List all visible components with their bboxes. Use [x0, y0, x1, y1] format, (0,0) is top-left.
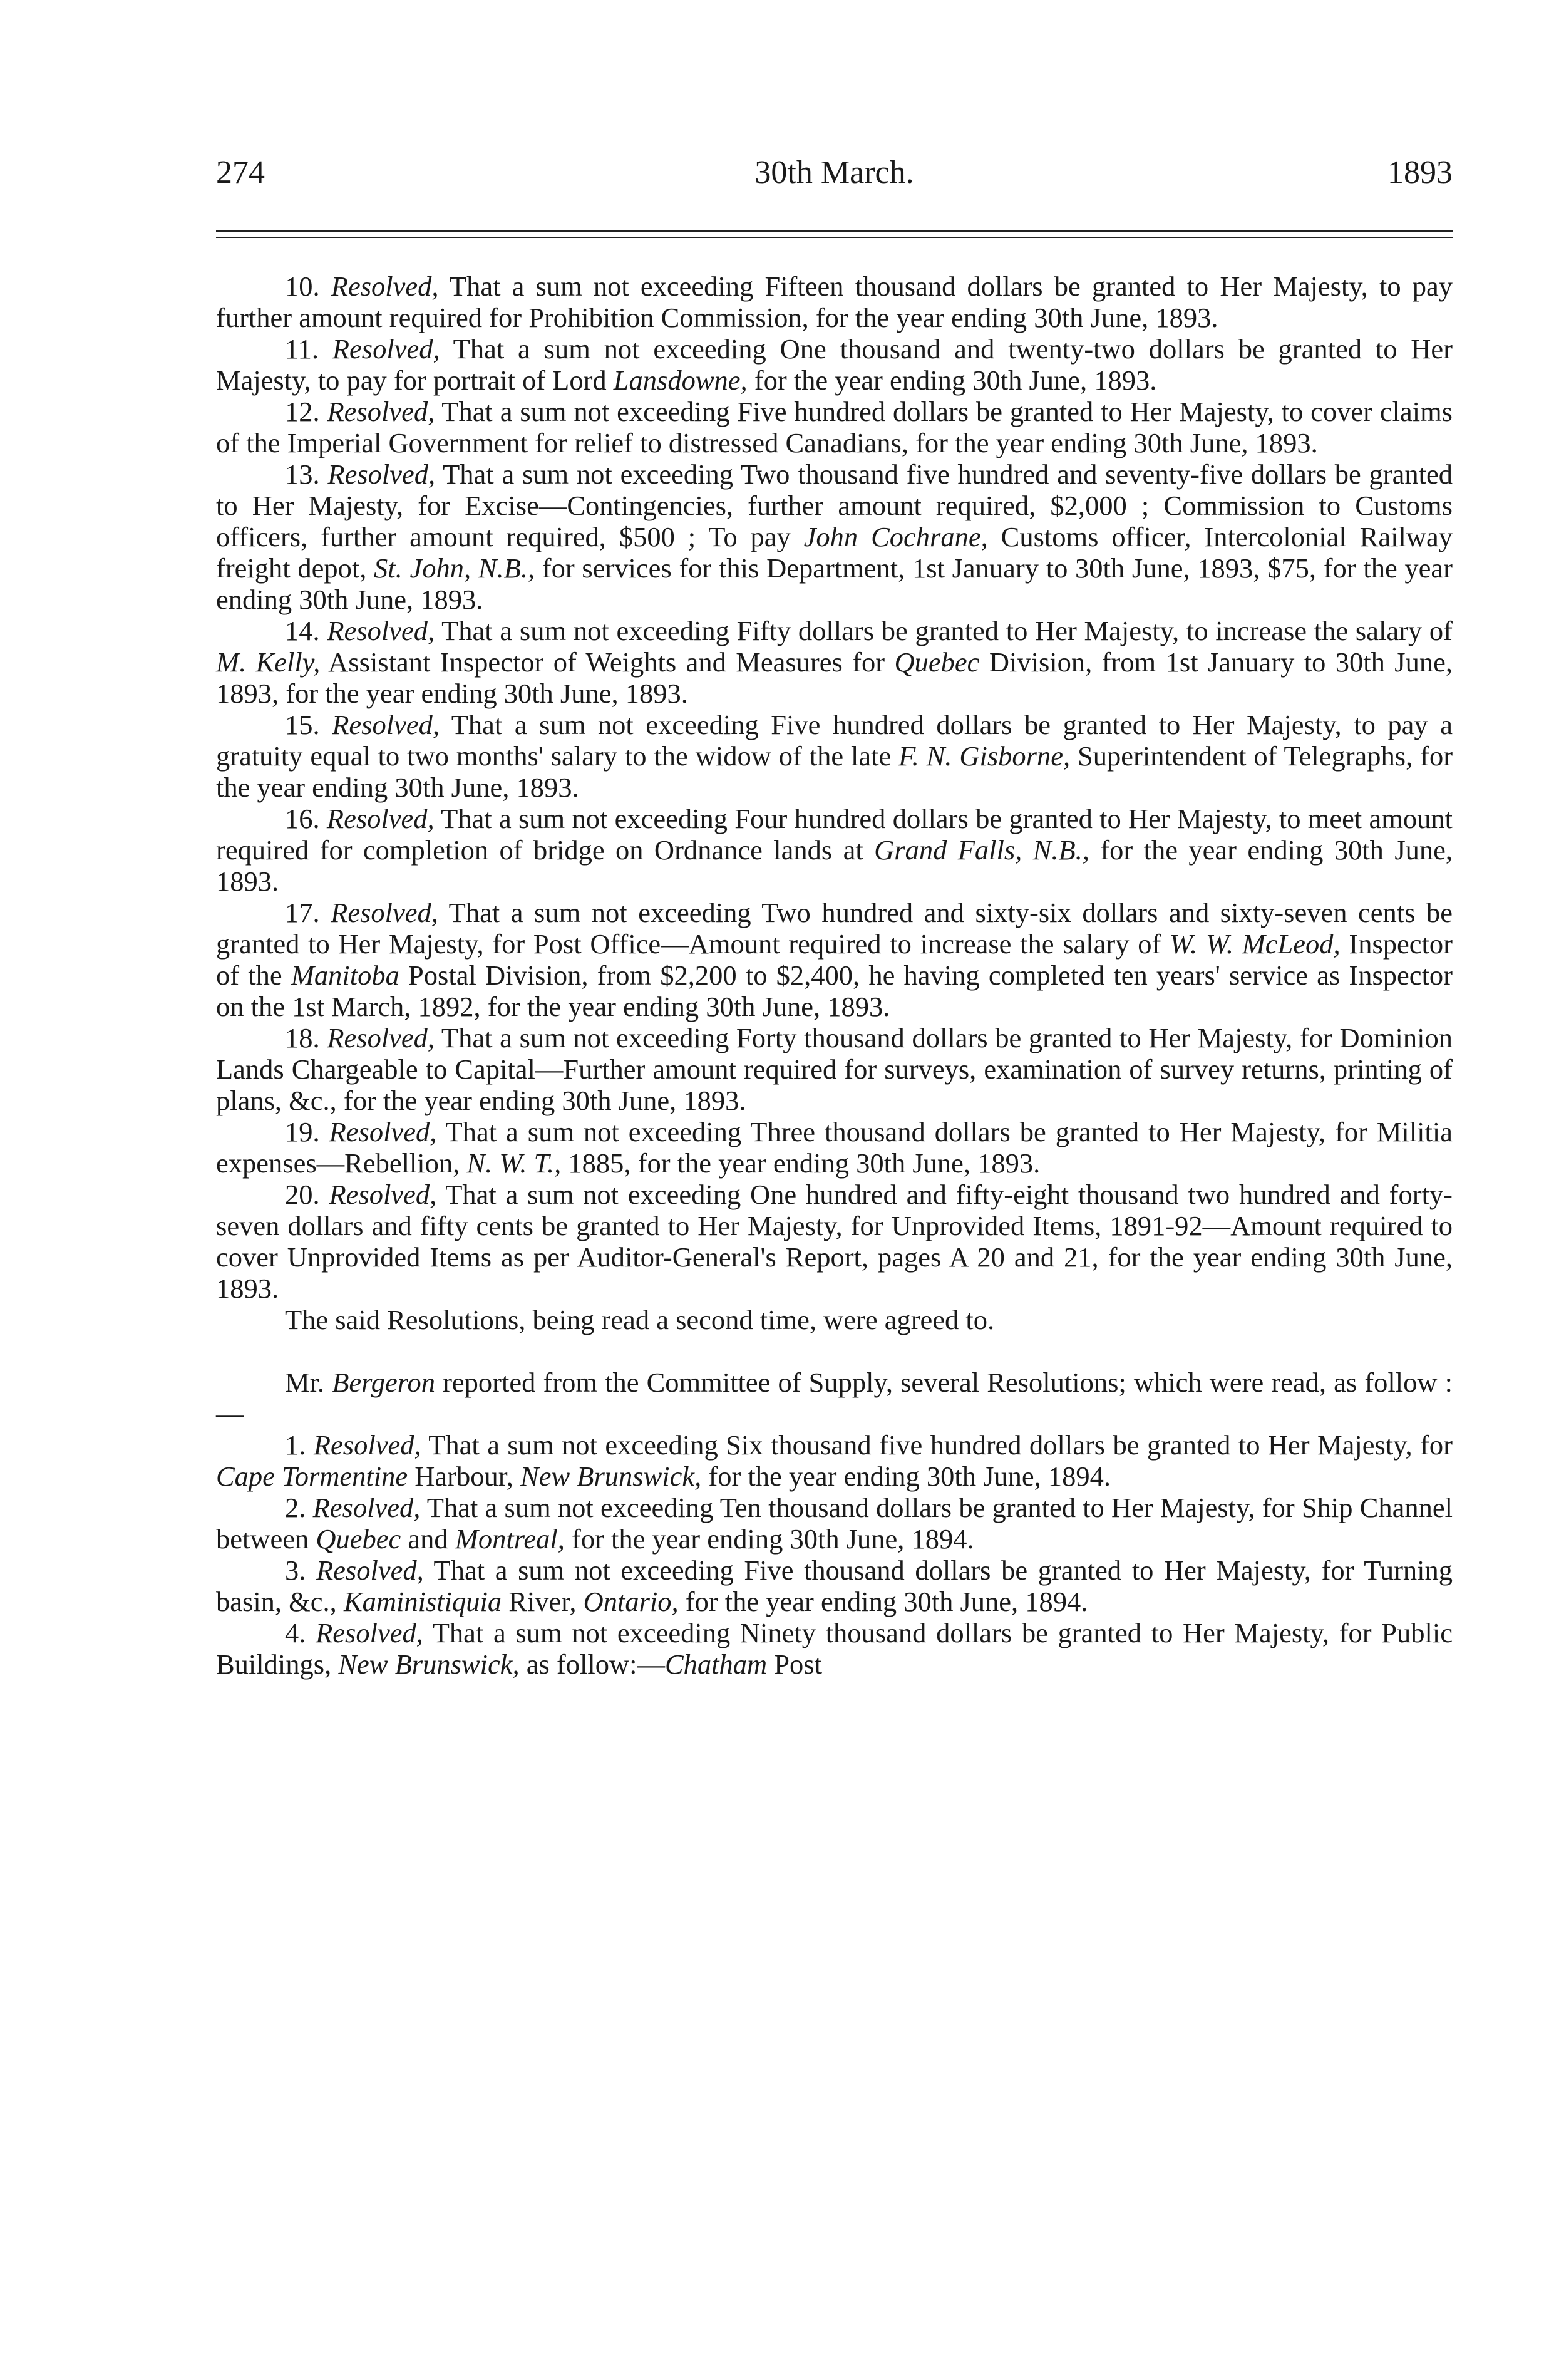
- resolution-text: for the year ending 30th June, 1893.: [747, 365, 1157, 396]
- italic-name: Lansdowne,: [613, 365, 748, 396]
- resolution-number: 20.: [285, 1179, 320, 1210]
- italic-place: Manitoba: [291, 960, 399, 991]
- resolved-label: Resolved,: [327, 1022, 435, 1053]
- resolution-10: [216, 271, 1453, 333]
- resolution-text: for the year ending 30th June, 1894.: [678, 1586, 1088, 1617]
- resolution-text: for the year ending 30th June, 1893.: [216, 834, 1453, 897]
- resolution-number: 3.: [285, 1555, 306, 1586]
- resolved-label: Resolved,: [331, 271, 439, 302]
- italic-place: Ontario,: [583, 1586, 679, 1617]
- resolution-text: Post: [767, 1648, 822, 1680]
- resolution-text: That a sum not exceeding Five hundred dollars be granted to Her Majesty, to pay a gratuity equal to two months' salary to the widow of the late: [216, 709, 1453, 772]
- resolution-19: [216, 1116, 1453, 1179]
- resolution-1: [216, 1429, 1453, 1492]
- report-text: Mr.: [285, 1367, 332, 1398]
- header-rule-bottom: [216, 237, 1453, 238]
- resolution-number: 18.: [285, 1022, 320, 1053]
- resolution-13: [216, 458, 1453, 615]
- resolution-text: That a sum not exceeding Fifty dollars be granted to Her Majesty, to increase the salary of: [435, 615, 1453, 646]
- resolved-label: Resolved,: [327, 396, 435, 427]
- running-head: [216, 148, 1453, 198]
- header-year: 1893: [1387, 155, 1453, 190]
- resolution-text: as follow:—: [519, 1648, 665, 1680]
- resolution-16: [216, 803, 1453, 897]
- resolved-label: Resolved,: [312, 1492, 421, 1523]
- resolution-number: 1.: [285, 1429, 306, 1461]
- resolution-text: Assistant Inspector of Weights and Measures for: [320, 646, 895, 678]
- second-reading-note: The said Resolutions, being read a second time, were agreed to.: [285, 1304, 995, 1335]
- resolved-label: Resolved,: [329, 1179, 437, 1210]
- resolution-text: 1885, for the year ending 30th June, 1893.: [561, 1147, 1041, 1179]
- resolution-text: Superintendent of Telegraphs, for the year ending 30th June, 1893.: [216, 740, 1453, 803]
- resolution-text: for services for this Department, 1st January to 30th June, 1893, $75, for the year ending 30th June, 1893.: [216, 552, 1453, 615]
- section-spacer: [216, 1335, 1453, 1367]
- resolution-number: 17.: [285, 897, 320, 928]
- resolution-12: [216, 396, 1453, 458]
- italic-place: Quebec: [316, 1523, 401, 1555]
- resolution-text: That a sum not exceeding One hundred and fifty-eight thousand two hundred and forty-seven dollars and fifty cents be granted to Her Majesty, for Unprovided Items, 1891-92—Amount required to cover Unprovided Items as per Auditor-General's Report, pages A 20 and 21, for the year ending 30th June, 1893.: [216, 1179, 1453, 1304]
- header-rule-top: [216, 230, 1453, 232]
- resolution-text: That a sum not exceeding Five hundred dollars be granted to Her Majesty, to cover claims of the Imperial Government for relief to distressed Canadians, for the year ending 30th June, 1893.: [216, 396, 1453, 458]
- italic-place: N. W. T.,: [466, 1147, 562, 1179]
- resolution-3: [216, 1555, 1453, 1617]
- resolution-number: 13.: [285, 458, 320, 490]
- resolved-label: Resolved,: [327, 458, 436, 490]
- italic-place: Quebec: [894, 646, 980, 678]
- resolution-text: Customs officer, Intercolonial Railway freight depot,: [216, 521, 1453, 584]
- resolution-11: [216, 333, 1453, 396]
- resolution-number: 12.: [285, 396, 320, 427]
- resolved-label: Resolved,: [326, 803, 435, 834]
- resolution-17: [216, 897, 1453, 1022]
- resolution-text: Division, from 1st January to 30th June, 1893, for the year ending 30th June, 1893.: [216, 646, 1453, 709]
- resolution-number: 4.: [285, 1617, 306, 1648]
- resolution-number: 2.: [285, 1492, 306, 1523]
- resolution-14: [216, 615, 1453, 709]
- resolution-number: 19.: [285, 1116, 320, 1147]
- resolution-2: [216, 1492, 1453, 1555]
- resolved-label: Resolved,: [316, 1617, 423, 1648]
- resolved-label: Resolved,: [331, 897, 438, 928]
- resolution-text: That a sum not exceeding Ninety thousand dollars be granted to Her Majesty, for Public Buildings,: [216, 1617, 1453, 1680]
- resolution-text: Harbour,: [408, 1461, 521, 1492]
- italic-place: Grand Falls, N.B.,: [874, 834, 1089, 866]
- italic-name: W. W. McLeod,: [1170, 928, 1341, 960]
- resolution-number: 14.: [285, 615, 320, 646]
- italic-name: M. Kelly,: [216, 646, 321, 678]
- resolved-label: Resolved,: [313, 1429, 421, 1461]
- italic-place: Kaministiquia: [343, 1586, 502, 1617]
- resolution-text: That a sum not exceeding Four hundred dollars be granted to Her Majesty, to meet amount required for completion of bridge on Ordnance lands at: [216, 803, 1453, 866]
- resolved-label: Resolved,: [329, 1116, 437, 1147]
- committee-report: [216, 1367, 1453, 1429]
- resolution-text: River,: [502, 1586, 584, 1617]
- resolution-text: for the year ending 30th June, 1894.: [564, 1523, 974, 1555]
- resolution-text: That a sum not exceeding Ten thousand dollars be granted to Her Majesty, for Ship Channel between: [216, 1492, 1453, 1555]
- resolved-label: Resolved,: [332, 709, 440, 740]
- resolved-label: Resolved,: [316, 1555, 424, 1586]
- resolution-number: 16.: [285, 803, 320, 834]
- resolution-4: [216, 1617, 1453, 1680]
- resolution-18: [216, 1022, 1453, 1116]
- italic-place: Montreal,: [455, 1523, 565, 1555]
- resolution-text: That a sum not exceeding Three thousand dollars be granted to Her Majesty, for Militia expenses—Rebellion,: [216, 1116, 1453, 1179]
- resolved-label: Resolved,: [332, 333, 440, 365]
- resolution-text: That a sum not exceeding Six thousand five hundred dollars be granted to Her Majesty, for: [421, 1429, 1453, 1461]
- italic-place: Chatham: [664, 1648, 768, 1680]
- resolution-text: That a sum not exceeding Two hundred and sixty-six dollars and sixty-seven cents be granted to Her Majesty, for Post Office—Amount required to increase the salary of: [216, 897, 1453, 960]
- resolution-text: That a sum not exceeding Five thousand dollars be granted to Her Majesty, for Turning basin, &c.,: [216, 1555, 1453, 1617]
- italic-place: Cape Tormentine: [216, 1461, 408, 1492]
- italic-name: Bergeron: [332, 1367, 435, 1398]
- resolution-20: [216, 1179, 1453, 1304]
- page-number: 274: [216, 155, 265, 190]
- resolution-text: for the year ending 30th June, 1894.: [701, 1461, 1111, 1492]
- resolution-text: That a sum not exceeding Forty thousand dollars be granted to Her Majesty, for Dominion Lands Chargeable to Capital—Further amount required for surveys, examination of survey returns, printing of plans, &c., for the year ending 30th June, 1893.: [216, 1022, 1453, 1116]
- resolution-number: 11.: [285, 333, 319, 365]
- report-text: reported from the Committee of Supply, several Resolutions; which were read, as follow :—: [216, 1367, 1453, 1429]
- italic-name: F. N. Gisborne,: [898, 740, 1071, 772]
- resolution-text: That a sum not exceeding One thousand and twenty-two dollars be granted to Her Majesty, to pay for portrait of Lord: [216, 333, 1453, 396]
- header-date: 30th March.: [754, 155, 914, 190]
- resolved-label: Resolved,: [327, 615, 435, 646]
- italic-name: John Cochrane,: [803, 521, 988, 552]
- resolution-text: Inspector of the: [216, 928, 1453, 991]
- italic-place: New Brunswick,: [520, 1461, 702, 1492]
- italic-place: New Brunswick,: [338, 1648, 520, 1680]
- resolution-text: Postal Division, from $2,200 to $2,400, he having completed ten years' service as Inspector on the 1st March, 1892, for the year ending 30th June, 1893.: [216, 960, 1453, 1022]
- resolution-number: 10.: [285, 271, 320, 302]
- resolution-text: and: [401, 1523, 455, 1555]
- resolution-number: 15.: [285, 709, 320, 740]
- body-text: [216, 271, 1453, 1680]
- resolution-text: That a sum not exceeding Two thousand five hundred and seventy-five dollars be granted to Her Majesty, for Excise—Contingencies, further amount required, $2,000 ; Commission to Customs officers, further amount required, $500 ; To pay: [216, 458, 1453, 552]
- resolution-15: [216, 709, 1453, 803]
- italic-place: St. John, N.B.,: [374, 552, 535, 584]
- resolution-text: That a sum not exceeding Fifteen thousand dollars be granted to Her Majesty, to pay further amount required for Prohibition Commission, for the year ending 30th June, 1893.: [216, 271, 1453, 333]
